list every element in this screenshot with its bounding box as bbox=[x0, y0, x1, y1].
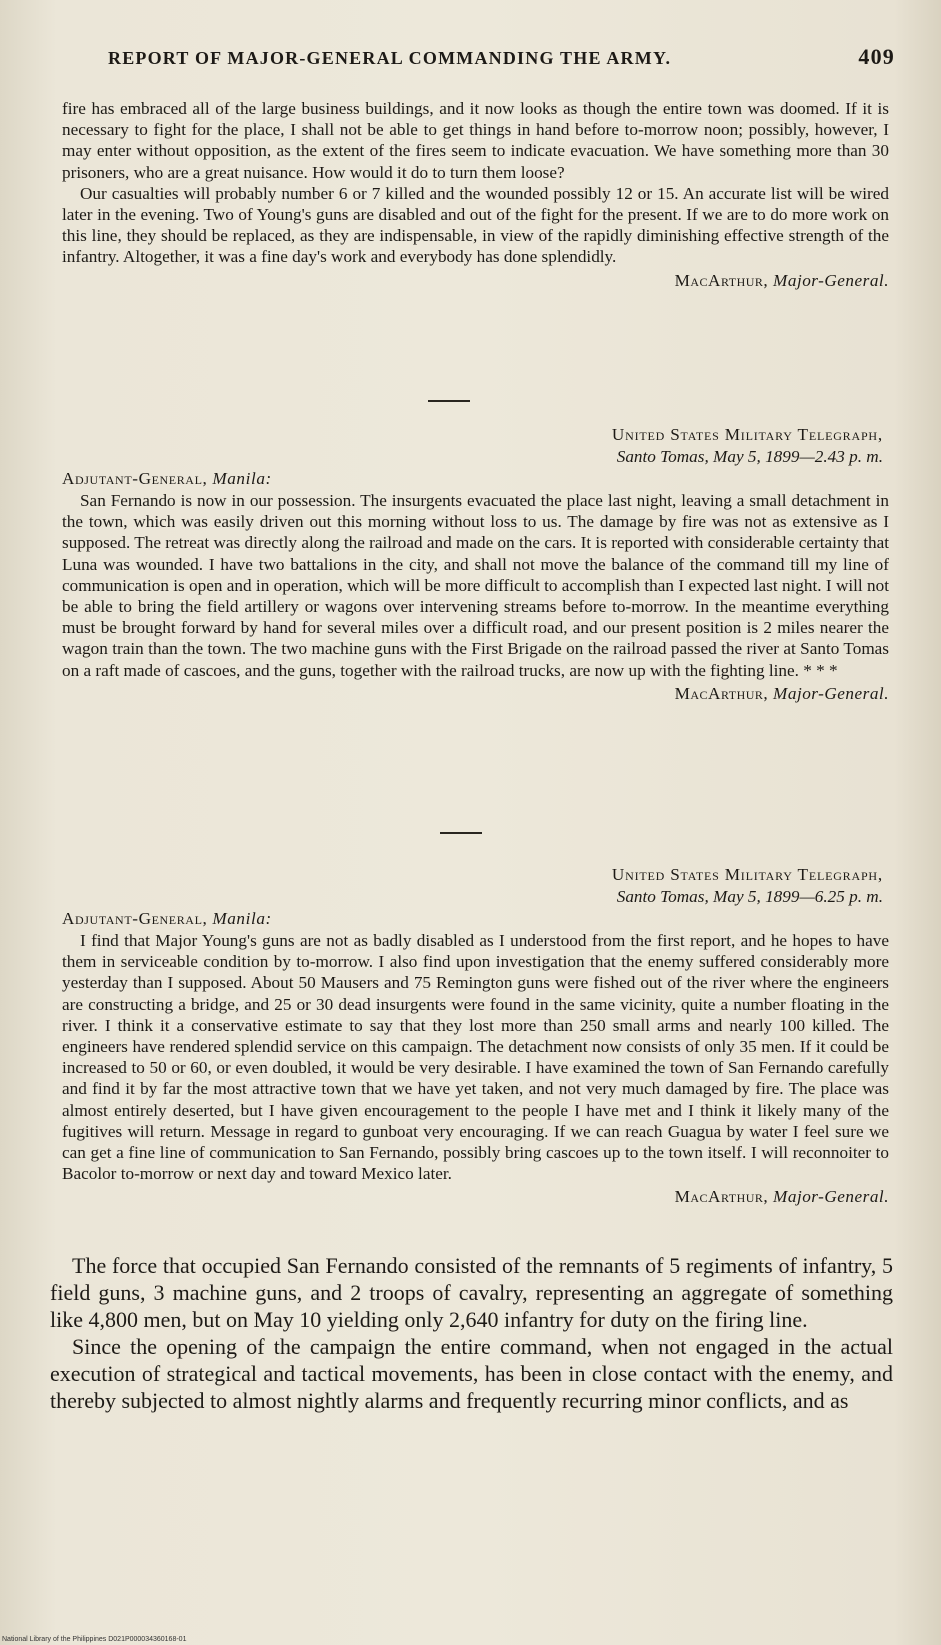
running-title: REPORT OF MAJOR-GENERAL COMMANDING THE ARMY. bbox=[108, 48, 672, 68]
telegram-heading bbox=[62, 424, 889, 468]
page-number: 409 bbox=[858, 44, 895, 69]
intro-section bbox=[62, 98, 889, 291]
signature bbox=[62, 270, 889, 291]
signature bbox=[62, 683, 889, 704]
addressee-title: Adjutant-General, bbox=[62, 909, 208, 928]
addressee-city: Manila: bbox=[212, 469, 272, 488]
section-divider bbox=[428, 400, 470, 402]
scan-credit: National Library of the Philippines D021P000034360168-01 bbox=[2, 1636, 187, 1643]
addressee-title: Adjutant-General, bbox=[62, 469, 208, 488]
telegram-org: United States Military Telegraph, bbox=[611, 425, 883, 444]
telegram-org: United States Military Telegraph, bbox=[611, 865, 883, 884]
running-header bbox=[108, 44, 895, 70]
telegram-addressee bbox=[62, 908, 889, 930]
telegram-place-date: Santo Tomas, May 5, 1899—2.43 p. m. bbox=[616, 447, 883, 466]
signature bbox=[62, 1186, 889, 1207]
narrative-paragraph: The force that occupied San Fernando consisted of the remnants of 5 regiments of infantry, 5 field guns, 3 machine guns, and 2 troops of cavalry, representing an aggregate of something like 4,800 men, but on May 10 yielding only 2,640 infantry for duty on the firing line. bbox=[50, 1253, 893, 1332]
signature-name: MacArthur, bbox=[674, 270, 769, 290]
signature-rank: Major-General. bbox=[773, 1187, 889, 1207]
intro-paragraph: Our casualties will probably number 6 or 7 killed and the wounded possibly 12 or 15. An accurate list will be wired later in the evening. Two of Young's guns are disabled and out of the fight for the present. If we are to do more work on this line, they should be replaced, as they are indispensable, in view of the rapidly diminishing effective strength of the infantry. Altogether, it was a fine day's work and everybody has done splendidly. bbox=[62, 183, 889, 267]
telegram-1 bbox=[62, 424, 889, 704]
telegram-place-date: Santo Tomas, May 5, 1899—6.25 p. m. bbox=[616, 887, 883, 906]
narrative-paragraph: Since the opening of the campaign the entire command, when not engaged in the actual execution of strategical and tactical movements, has been in close contact with the enemy, and thereby subjected to almost nightly alarms and frequently recurring minor conflicts, and as bbox=[50, 1334, 893, 1413]
telegram-2 bbox=[62, 864, 889, 1208]
intro-paragraph: fire has embraced all of the large business buildings, and it now looks as though the entire town was doomed. If it is necessary to fight for the place, I shall not be able to get things in hand before to-morrow noon; possibly, however, I may enter without opposition, as the extent of the fires seem to indicate evacuation. We have something more than 30 prisoners, who are a great nuisance. How would it do to turn them loose? bbox=[62, 99, 889, 182]
telegram-body: I find that Major Young's guns are not as badly disabled as I understood from the first report, and he hopes to have them in serviceable condition by to-morrow. I also find upon investigation that the enemy suffered considerably more yesterday than I supposed. About 50 Mausers and 75 Remington guns were fished out of the river where the engineers are constructing a bridge, and 25 or 30 dead insurgents were found in the same vicinity, quite a number floating in the river. I think it a conservative estimate to say that they lost more than 250 small arms and nearly 100 killed. The engineers have rendered splendid service on this campaign. The detachment now consists of only 35 men. If it could be increased to 50 or 60, or even doubled, it would be very desirable. I have examined the town of San Fernando carefully and find it by far the most attractive town that we have yet taken, and not very much damaged by fire. The place was almost entirely deserted, but I have given encouragement to the people I have met and I think it likely many of the fugitives will return. Message in regard to gunboat very encouraging. If we can reach Guagua by water I feel sure we can get a fine line of communication to San Fernando, possibly bring cascoes up to the town itself. I will reconnoiter to Bacolor to-morrow or next day and toward Mexico later. bbox=[62, 931, 889, 1184]
telegram-addressee bbox=[62, 468, 889, 490]
signature-rank: Major-General. bbox=[773, 683, 889, 703]
addressee-city: Manila: bbox=[212, 909, 272, 928]
telegram-body: San Fernando is now in our possession. The insurgents evacuated the place last night, leaving a small detachment in the town, which was easily driven out this morning without loss to us. The damage by fire was not as extensive as I supposed. The retreat was directly along the railroad and made on the cars. It is reported with considerable certainty that Luna was wounded. I have two battalions in the city, and shall not move the balance of the command till my line of communication is open and in operation, which will be more difficult to accomplish than I expected last night. I will not be able to bring the field artillery or wagons over intervening streams before to-morrow. In the meantime everything must be brought forward by hand for several miles over a difficult road, and our present position is 2 miles nearer the wagon train than the town. The two machine guns with the First Brigade on the railroad passed the river at Santo Tomas on a raft made of cascoes, and the guns, together with the railroad trucks, are now up with the fighting line. * * * bbox=[62, 491, 889, 680]
telegram-heading bbox=[62, 864, 889, 908]
section-divider bbox=[440, 832, 482, 834]
signature-name: MacArthur, bbox=[674, 1187, 769, 1207]
narrative-section bbox=[50, 1252, 893, 1414]
signature-rank: Major-General. bbox=[773, 270, 889, 290]
signature-name: MacArthur, bbox=[674, 683, 769, 703]
